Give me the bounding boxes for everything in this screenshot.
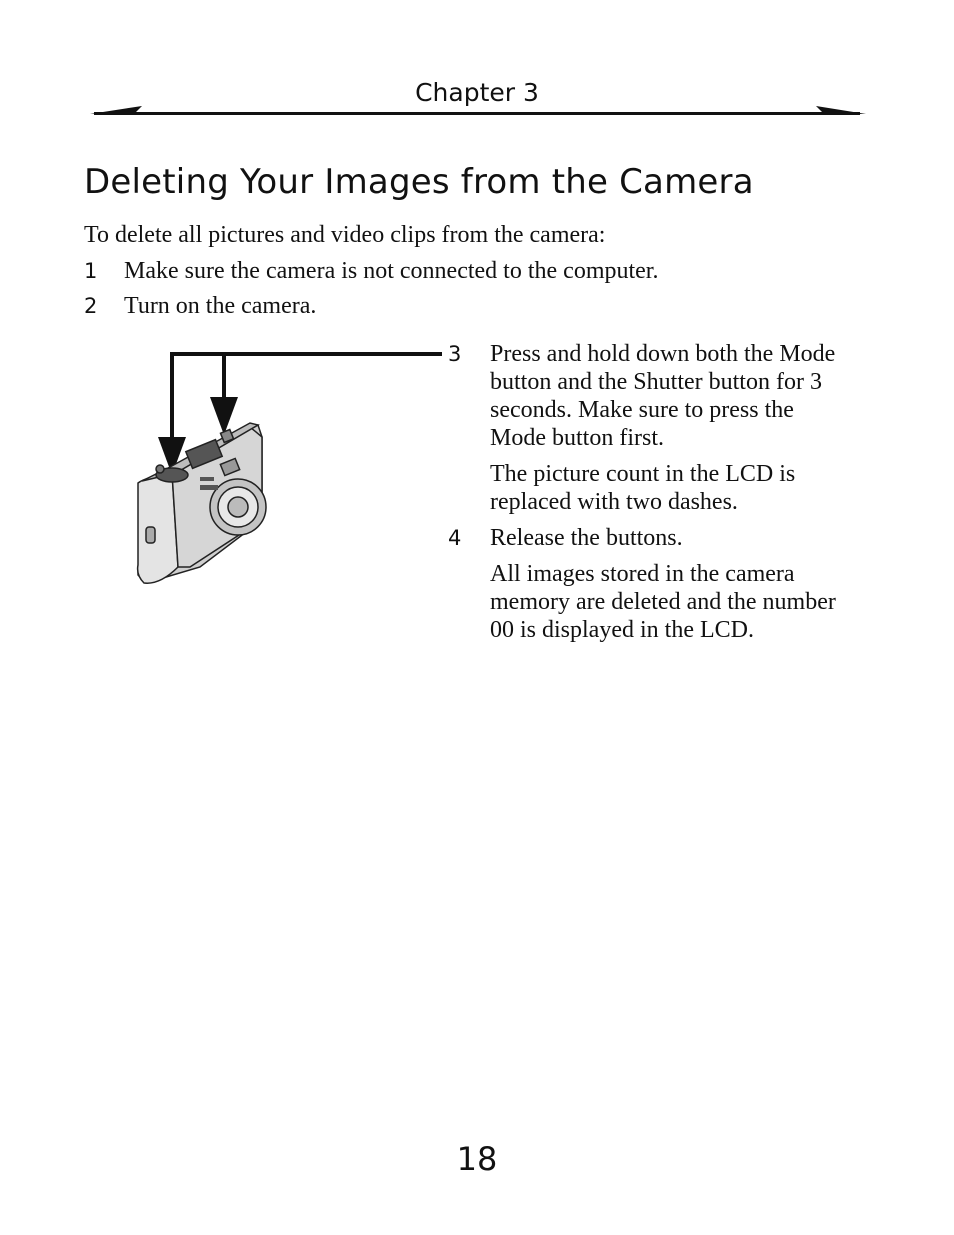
shutter-button-arrow: [210, 397, 238, 435]
step-number: 4: [448, 526, 462, 550]
chapter-header: Chapter 3: [415, 78, 539, 107]
camera-body: [138, 423, 266, 583]
step-text: Make sure the camera is not connected to the computer.: [124, 258, 659, 284]
step-4: [448, 524, 848, 552]
page-number: 18: [456, 1140, 498, 1178]
step-number: 3: [448, 342, 462, 366]
step-text: Press and hold down both the Mode button and the Shutter button for 3 seconds. Make sure to press the Mode button first.: [490, 341, 836, 451]
step-number: 2: [84, 294, 98, 318]
step-number: 1: [84, 259, 98, 283]
step-3-note: The picture count in the LCD is replaced with two dashes.: [490, 461, 796, 515]
step-4-note: All images stored in the camera memory are deleted and the number 00 is displayed in the LCD.: [490, 561, 836, 643]
step-text: Release the buttons.: [490, 525, 683, 551]
step-text: Turn on the camera.: [124, 293, 317, 319]
right-column: [448, 340, 848, 652]
step-3: [448, 340, 848, 452]
intro-text: To delete all pictures and video clips from the camera:: [84, 222, 606, 248]
camera-illustration: [130, 345, 442, 595]
header-rule: [88, 102, 868, 122]
page-title: Deleting Your Images from the Camera: [84, 162, 754, 202]
